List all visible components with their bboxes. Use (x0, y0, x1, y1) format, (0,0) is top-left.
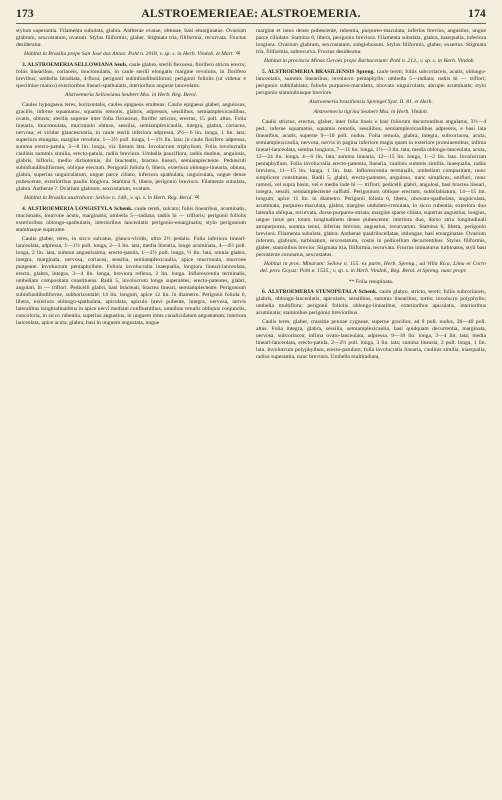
habitat-note: Habitat in prov. Minarum: Sellow n. 155. ex parte, Herb. Spreng.; ad Villa Rica, Lima et Corro del. prov. Goyaz: Pohl n. 1535.; v. sp. s. in Herb. Vindob., Reg. Berol. et Spreng. nunc propr. (260, 261, 486, 274)
paragraph: margine et intus dense pubescente, rubentia, purpureo-maculata; inferius brevius, angustius, ungue parce ciliolato. Stamina 6, libera, perigonio breviora. Filamenta subulata, glabra, inaequalia, inferiora longiora. Ovarium glabrum, sexcostatum, subglobosum. Stylus filiformis, glaber, exsertus. Stigmata tria, filiformia, subrecurva. Fructus desideratur. (256, 28, 486, 55)
species-description: Caulis strictus, erectus, glaber, inter folia lineis e basi foliorum decurrentibus angulatus, 3½—4 ped., inferne squamatus, squamis remotis, sessilibus, semiamplexicaulibus adpressis, e basi lata linearibus, acutis, superne 9—10 poll. nudus. Folia remota, glabra, integra, subcoriacea, acuta, semiamplexicaulia, nervosa, nervis in pagina inferiore magis quam in exteriore prominentibus, infima lineari-lanceolata, semina longiora, 7—11 lin. longa, 1½—3 lin. lata, media oblongo-lanceolata, acuta, 12—24 lin. longa, 4—6 lin. lata, summa linearia, 12—15 lin. longa, 1—2 lin. lata. Involucrum pentaphyllum. Folia involucralia erecto-patentia, linearia, caulinis summis similia, inaequalia, radiis breviora, 11—15 lin. longa, 1 lin. lata. Inflorescentia terminalis, umbellam compositam, nunc simplicem constituens. Radii 5, glabri, erecto-patentes, anguloso, nunc simplices, uniflori, nunc ramosi, vel supra basin, vel e media inde bi — triflori; pedicelli glabri, angulosi, basi bractea lineari, integra, sessili, semiamplectente suffulti. Perigonium oblique erectum, subbilabiatum, 14—15 lin. longum, apice 11 lin. in diametro. Perigonii foliola 6, libera, obovato-spathulata, unguiculata, acuminata, purpureo-maculata, glabra, margine undulato-crenulata, in sicco rubentia, exteriora duo lateralia obliqua, recurvata, dorso purpureo-striata, margine sparse ciliata, superius angustius, longius, ungue intus per totam longitudinem dense pubescente; interiora duo, dorso stria longitudinali atropurpurea, summa tenui, inferius brevius, angustius, recurvatum. Stamina 6, libera, perigonio breviora. Filamenta subulata, glabra. Antherae quadrilocellatae, oblongae, basi emarginatae. Ovarium inferum, glabrum, turbinatum, sexcostatum, costis in pedicellum decurrentibus. Stylus filiformis, glaber, staminibus brevior. Stigmata tria, filiformia, recurvata. Fructus immaturus turbinatus, styli basi persistente coronatus, sexcostatus. (256, 119, 486, 258)
habitat-note: Habitat in Brasilia prope San José das Antas: Pohl n. 2018, v. sp. s. in Herb. Vindob. et Mart. ♃ (24, 51, 241, 57)
running-title: ALSTROEMERIEAE: ALSTROEMERIA. (141, 8, 361, 20)
text-columns (16, 28, 486, 796)
species-diagnosis: caule tereti; foliis subcoriaceis, acutis, oblongo-lanceolatis, summis linearibus; involucro pentaphyllo; umbella 5—radiata; radiis bi — triflori; perigonio subbilabiato; foliolis purpureo-maculatis, obovato unguiculatis, abrupte acuminatis; stylo perigonio staminibusque breviore. (256, 69, 486, 96)
species-heading: 3. ALSTROEMERIA SELLOWIANA Seub. (22, 62, 128, 68)
species-entry (256, 289, 486, 317)
species-description: Caulis glaber, teres, in sicco sulcatus, glauco-viridis, ultra 2½ pedalis. Folia inferiora lineari-lanceolata, adpressa, 1—1½ poll. longa, 2—3 lin. lata, media linearia, longe acuminata, 4—4½ poll. longa, 2 lin. lata, summa angustissima, erecto-patula, 1—2½ poll. longa, ½ lin. lata, omnia glabra, integra, marginata, nervosa, coriacea, sessilia, semiamplexicaulia, apice mucronata, mucrone pungente. Involucrum pentaphyllum. Foliola involucralia inaequalia, longiora lineari-lanceolata, erecta, glabra, integra, 3—4 lin. longa, breviora reflexa, 2 lin. longa. Inflorescentia terminalis, umbellam compositam constituens. Radii 5, involucrum longe superantes, erecto-patentes, glabri, angulati, bi — triflori. Pedicelli glabri, basi bracteati, bractea lineari, semiamplectente. Perigonium subinfundibuliforme, subhorizontale; 14 lin. longum, apice 12 lin. in diametro. Perigonii foliola 6, libera, exteriora oblongo-spathulata, apiculata, apiculo brevi pubente, integra, nervosa, nervis lateralibus longitudinalibus in apice nervi mediani confluentibus, omnibus venulis obliquis conjunctis, concoloria, in sicco rubentia, superius angustius, in unguem intus canaliculatum angustatum; interiora lanceolata, apice acuta, glabra, basi in unguem angustata, ungue (16, 236, 246, 326)
synonym: Alstroemeria tigrina Seubert Mss. in Herb. Vindob. (313, 109, 429, 115)
species-entry (256, 69, 486, 97)
page-number-right: 174 (468, 8, 486, 20)
synonym: Alstroemeria Sellowiana Seubert Mss. in Herb. Reg. Berol. (64, 92, 198, 98)
right-column (256, 28, 486, 796)
species-diagnosis: caule glabro, stricto, tereti; foliis subcoriaceis, glabris, oblongo-lanceolatis, apiculatis, sessilibus, summis linearibus, tortis; involucro polyphyllo; umbella multiflora; perigonii foliolis oblongo-linearibus, exterioribus apiculatis, interioribus acuminatis; staminibus perigonio brevioribus. (256, 289, 486, 316)
species-entry (16, 62, 246, 90)
paragraph: stylum superantia. Filamenta subulata, glabra. Antherae ovatae, obtusae, basi emarginatae. Ovarium glabrum, sexcostatum, ovatum. Stylus filiformis, glaber. Stigmata tria, filiformia, recurvata. Fructus desideratur. (16, 28, 246, 48)
habitat-note: Habitat in provincia Minas Geraës prope Barbacenam: Pohl n. 213., v. sp. s. in Herb. Vindob. (264, 58, 475, 64)
species-description: Caules hypogaeus teres, horizontalis, caules epigaeos emittens. Caulis epigaeus glaber, angulosus, gracilis, inferne squamatus, squamis remotis, glabris, adpressis, sessilibus, semiamplexicaulibus, ovatis, obtusis; sterilis superne inter folia flexuosus, florifer strictus, erectus, 15 poll. altus. Folia linearia, mucronulata, mucronulo obtuso, sessilia, semiamplexicaulia, integra, glabra, coriacea, nervosa, et viridur glaucescentia, in caule sterili inferiora adpressa, 2½—6 lin. longa, 1 lin. lata; superiora elongata, margine revoluta, 1—3½ poll. longa, 1—1½ lin. lata; in caule florifero adpressa, summa erecto-patula, 3—8 lin. longa, vix lineam lata. Involucrum triphyllum. Folia involucralia caulinis summis similia, erecto-patula, radiis breviora. Umbella pauciflora, radiis duobus, angulosis, glabris, bifloris, medio dichotomis, ibi bracteatis, bractea lineari, semiamplectente. Pedunculi subinfundibuliformes, oblique erectum. Perigonii foliola 6, libera, exteriora oblongo-linearia, obtusa, glabra, superius unguiculatum, ungue parce ciliato, inferiora spathulata, unguiculata, ungue dense pubescente, exterioribus paullo longiora. Stamina 6, libera, perigonio breviora. Filamenta subulata, glabra. Antherae ?. Ovarium glabrum, sexcostatum, ovatum. (16, 102, 246, 192)
species-description: Caulis teres, glaber, crassitie pennae cygneae, superne gracilior, ad 8 poll. nudus, 36—40 poll. altus. Folia integra, glabra, sessilia, semiamplexicaulia, basi quidquam decurrentia, marginata, nervosa, subcoriacea; infima ovato-lanceolata, adpressa, 9—18 lin. longa, 3—4 lin. lata; media lineari-lanceolata, erecto-patula, 2—2½ poll. longa, 3 lin. lata; summa linearia, 2 poll. longa, 1 lin. lata. Involucrum polyphyllum, erecto-patulum; folia involucralia linearia, caulinis similia, inaequalia, radios superantia, nunc breviora. Umbella multiradiata, (256, 319, 486, 360)
synonym: Alstroemeria brasiliensis Sprengel Syst. II. 81. et Herb. (309, 99, 433, 105)
species-heading: 5. ALSTROEMERIA BRASILIENSIS Spreng. (262, 69, 375, 75)
page-number-left: 173 (16, 8, 34, 20)
running-head (16, 8, 486, 24)
species-heading: 4. ALSTROEMERIA LONGISTYLA Schenk. (22, 206, 133, 212)
species-diagnosis: caule glabro, sterili flexuoso, florifero stricto erecto; foliis linearibus, coriaceis, mucronulatis, in caule sterili elongatis margine revolutis, in florifero brevibus; umbella biradiata, 4-flora; perigonii subinfundibuliformi; perigonii foliolis (ut videtur e specimine manco) exterioribus lineari-spathulatis, interioribus anguste lanceolatis. (16, 62, 246, 89)
species-heading: 6. ALSTROEMERIA STENOPETALA Schenk. (262, 289, 378, 295)
left-column (16, 28, 246, 796)
section-note: ** Folia resupinata. (348, 279, 394, 285)
habitat-note: Habitat in Brasilia australiore: Sellow n. 148., v. sp. s. in Herb. Reg. Berol. ♃ (24, 195, 200, 201)
species-entry (16, 206, 246, 234)
species-diagnosis: caule tereti, sulcato; foliis linearibus, acuminatis, mucronatis, mucrone acuto, marginatis; umbella 5—radiata; radiis bi — trifloris; perigonii foliolis exterioribus oblongo-spathulatis, interioribus lanceolatis perigonio-emarginatis; stylo perigonium staminaque superante. (16, 206, 246, 233)
